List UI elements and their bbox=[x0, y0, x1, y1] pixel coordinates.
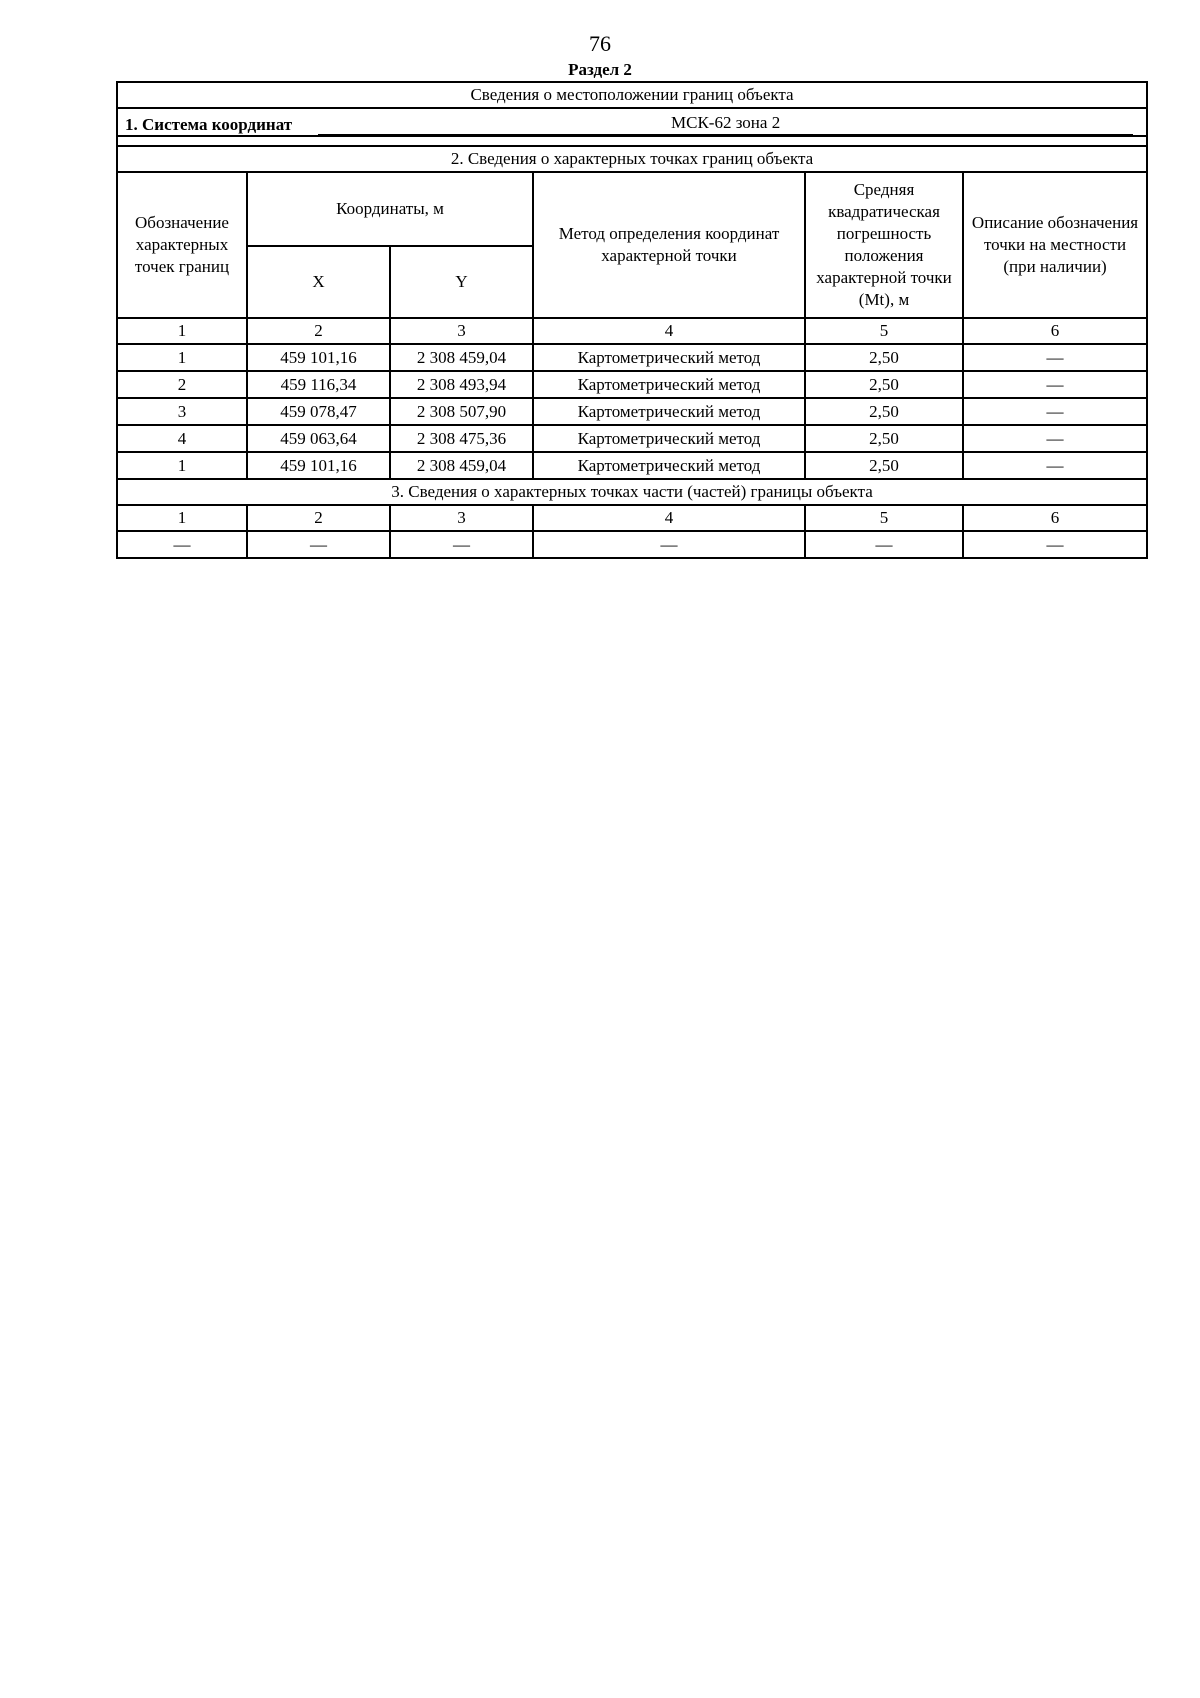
table-row bbox=[117, 398, 1147, 425]
point-number: 1 bbox=[117, 344, 247, 371]
spacer-row bbox=[117, 136, 1147, 146]
coordinate-system-row bbox=[117, 108, 1147, 136]
point-mt: 2,50 bbox=[805, 425, 963, 452]
part-point-mt: — bbox=[805, 531, 963, 558]
header-method: Метод определения координат характерной точки bbox=[533, 172, 805, 318]
part-point-y: — bbox=[390, 531, 533, 558]
point-number: 4 bbox=[117, 425, 247, 452]
point-mt: 2,50 bbox=[805, 452, 963, 479]
table-row bbox=[117, 425, 1147, 452]
point-x: 459 101,16 bbox=[247, 452, 390, 479]
point-mt: 2,50 bbox=[805, 398, 963, 425]
point-y: 2 308 459,04 bbox=[390, 344, 533, 371]
point-method: Картометрический метод bbox=[533, 371, 805, 398]
point-mt: 2,50 bbox=[805, 371, 963, 398]
header-y: Y bbox=[390, 246, 533, 318]
column-number: 5 bbox=[805, 318, 963, 344]
coordinate-system-label: 1. Система координат bbox=[125, 115, 293, 134]
point-x: 459 078,47 bbox=[247, 398, 390, 425]
point-description: — bbox=[963, 452, 1147, 479]
point-y: 2 308 507,90 bbox=[390, 398, 533, 425]
header-point-designation: Обозначение характерных точек границ bbox=[117, 172, 247, 318]
boundary-table bbox=[116, 81, 1148, 559]
part-point-method: — bbox=[533, 531, 805, 558]
page-number: 76 bbox=[589, 31, 611, 56]
column-number: 5 bbox=[805, 505, 963, 531]
point-y: 2 308 493,94 bbox=[390, 371, 533, 398]
point-mt: 2,50 bbox=[805, 344, 963, 371]
column-number: 4 bbox=[533, 318, 805, 344]
point-x: 459 063,64 bbox=[247, 425, 390, 452]
point-method: Картометрический метод bbox=[533, 425, 805, 452]
point-description: — bbox=[963, 344, 1147, 371]
part-point-x: — bbox=[247, 531, 390, 558]
table-row bbox=[117, 531, 1147, 558]
column-number: 2 bbox=[247, 505, 390, 531]
subsection2-title: 2. Сведения о характерных точках границ объекта bbox=[117, 146, 1147, 172]
header-error: Средняя квадратическая погрешность положения характерной точки (Mt), м bbox=[805, 172, 963, 318]
point-x: 459 116,34 bbox=[247, 371, 390, 398]
point-y: 2 308 475,36 bbox=[390, 425, 533, 452]
header-x: X bbox=[247, 246, 390, 318]
point-description: — bbox=[963, 398, 1147, 425]
column-number: 3 bbox=[390, 505, 533, 531]
point-number: 2 bbox=[117, 371, 247, 398]
point-method: Картометрический метод bbox=[533, 452, 805, 479]
column-number: 6 bbox=[963, 505, 1147, 531]
subsection3-title-row bbox=[117, 479, 1147, 505]
column-number: 1 bbox=[117, 318, 247, 344]
column-number: 2 bbox=[247, 318, 390, 344]
subsection3-title: 3. Сведения о характерных точках части (частей) границы объекта bbox=[117, 479, 1147, 505]
point-y: 2 308 459,04 bbox=[390, 452, 533, 479]
part-column-numbers-row bbox=[117, 505, 1147, 531]
table-row bbox=[117, 371, 1147, 398]
point-description: — bbox=[963, 371, 1147, 398]
subsection2-title-row bbox=[117, 146, 1147, 172]
header-coordinates: Координаты, м bbox=[247, 172, 533, 246]
column-number: 1 bbox=[117, 505, 247, 531]
table-title-row bbox=[117, 82, 1147, 108]
table-row bbox=[117, 344, 1147, 371]
column-numbers-row bbox=[117, 318, 1147, 344]
header-description: Описание обозначения точки на местности (при наличии) bbox=[963, 172, 1147, 318]
column-number: 4 bbox=[533, 505, 805, 531]
point-description: — bbox=[963, 425, 1147, 452]
section-title: Раздел 2 bbox=[568, 60, 632, 79]
point-number: 3 bbox=[117, 398, 247, 425]
column-number: 6 bbox=[963, 318, 1147, 344]
coordinate-system-value: МСК-62 зона 2 bbox=[318, 112, 1133, 135]
point-number: 1 bbox=[117, 452, 247, 479]
column-number: 3 bbox=[390, 318, 533, 344]
point-method: Картометрический метод bbox=[533, 344, 805, 371]
part-point-number: — bbox=[117, 531, 247, 558]
point-method: Картометрический метод bbox=[533, 398, 805, 425]
point-x: 459 101,16 bbox=[247, 344, 390, 371]
part-point-description: — bbox=[963, 531, 1147, 558]
table-title: Сведения о местоположении границ объекта bbox=[117, 82, 1147, 108]
header-row-1 bbox=[117, 172, 1147, 246]
table-row bbox=[117, 452, 1147, 479]
